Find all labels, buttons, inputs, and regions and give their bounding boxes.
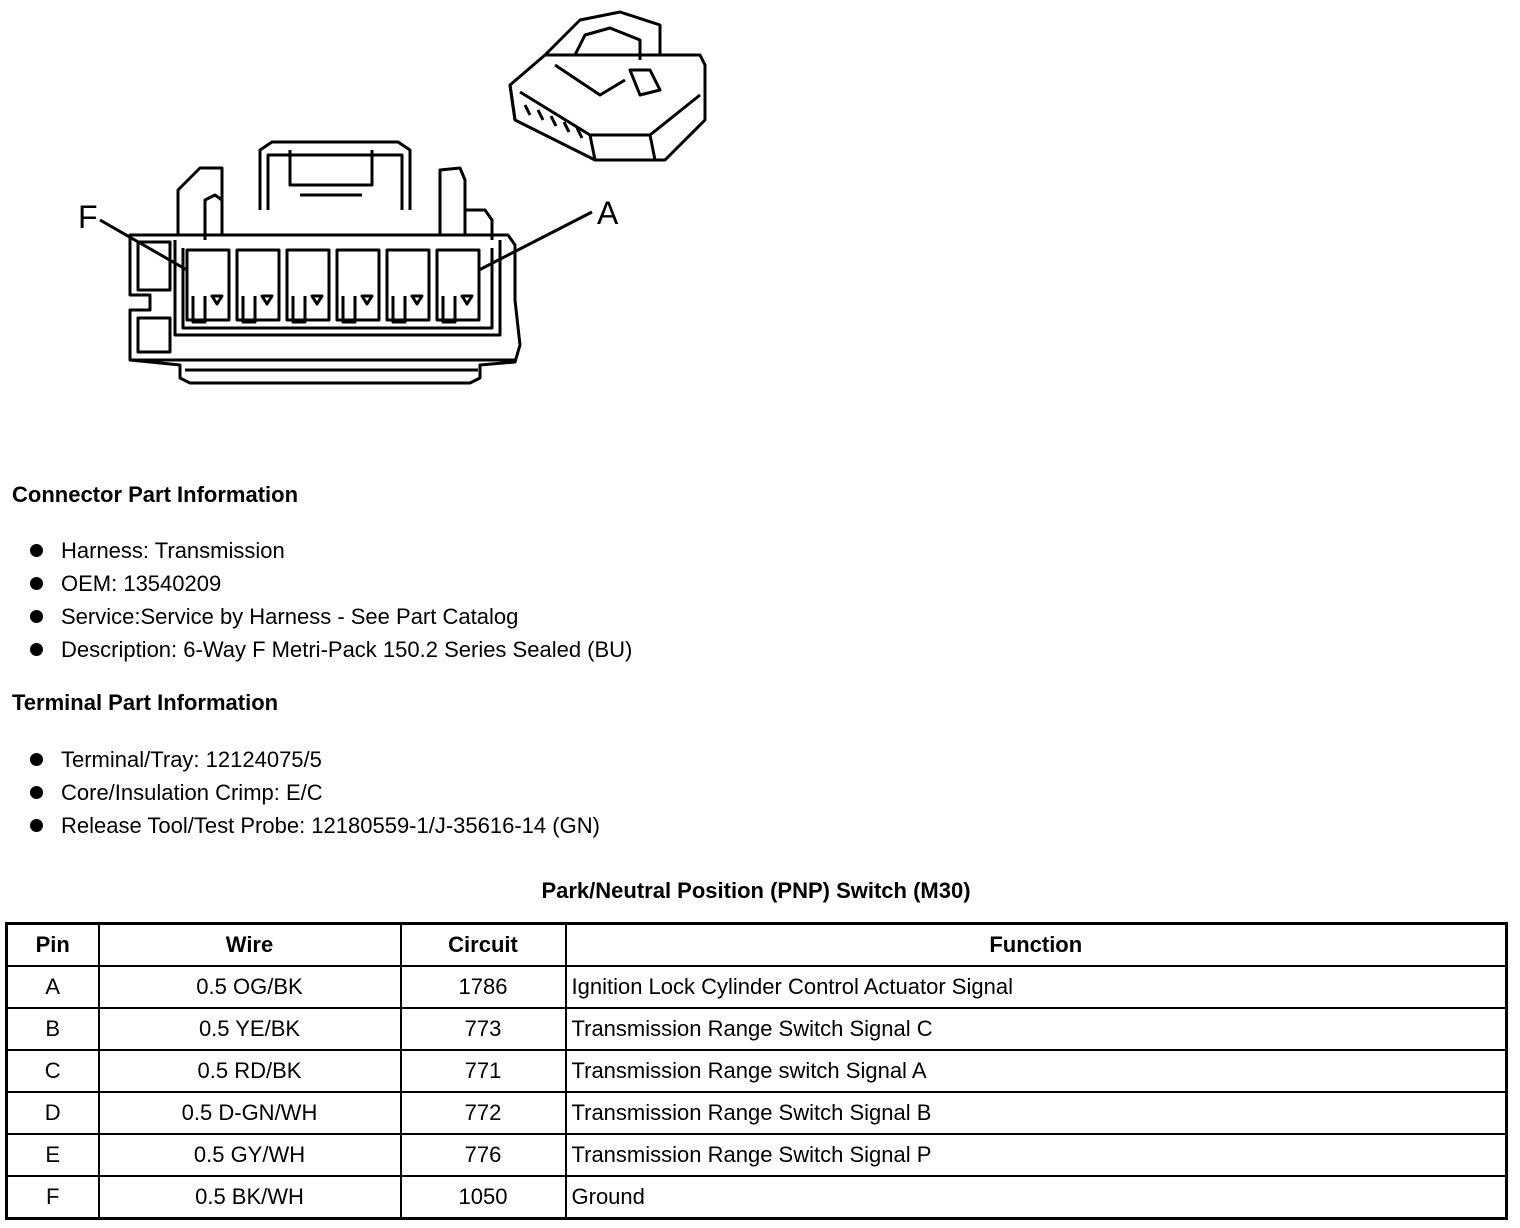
header-function: Function: [566, 924, 1507, 967]
cell-function: Ignition Lock Cylinder Control Actuator Signal: [566, 966, 1507, 1008]
cell-function: Transmission Range Switch Signal B: [566, 1092, 1507, 1134]
table-row: [7, 1134, 1507, 1176]
cell-pin: F: [7, 1176, 99, 1219]
pin-label-f: F: [78, 199, 98, 235]
cell-function: Transmission Range switch Signal A: [566, 1050, 1507, 1092]
table-row: [7, 1050, 1507, 1092]
cell-circuit: 772: [401, 1092, 566, 1134]
cell-wire: 0.5 YE/BK: [99, 1008, 401, 1050]
cell-circuit: 776: [401, 1134, 566, 1176]
bullet-icon: [30, 753, 43, 766]
bullet-icon: [30, 610, 43, 623]
cell-function: Ground: [566, 1176, 1507, 1219]
cell-function: Transmission Range Switch Signal C: [566, 1008, 1507, 1050]
cell-wire: 0.5 D-GN/WH: [99, 1092, 401, 1134]
terminal-cavities: [187, 250, 479, 322]
cell-circuit: 1050: [401, 1176, 566, 1219]
cell-wire: 0.5 RD/BK: [99, 1050, 401, 1092]
connector-isometric-view: [510, 12, 705, 160]
list-item: Description: 6-Way F Metri-Pack 150.2 Series Sealed (BU): [28, 633, 632, 666]
terminal-info-title: Terminal Part Information: [12, 690, 279, 715]
cell-circuit: 1786: [401, 966, 566, 1008]
connector-front-view: [130, 142, 520, 383]
table-row: [7, 1092, 1507, 1134]
list-item: Terminal/Tray: 12124075/5: [28, 743, 600, 776]
list-item: Harness: Transmission: [28, 534, 632, 567]
pinout-table: [5, 922, 1508, 1220]
table-row: [7, 1176, 1507, 1219]
table-row: [7, 966, 1507, 1008]
list-item: Release Tool/Test Probe: 12180559-1/J-35616-14 (GN): [28, 809, 600, 842]
cell-wire: 0.5 OG/BK: [99, 966, 401, 1008]
cell-pin: E: [7, 1134, 99, 1176]
bullet-icon: [30, 819, 43, 832]
list-item: OEM: 13540209: [28, 567, 632, 600]
connector-info-list: [28, 534, 632, 666]
header-pin: Pin: [7, 924, 99, 967]
table-header-row: [7, 924, 1507, 967]
header-circuit: Circuit: [401, 924, 566, 967]
list-item: Service:Service by Harness - See Part Catalog: [28, 600, 632, 633]
pin-label-a: A: [597, 195, 619, 231]
cell-wire: 0.5 BK/WH: [99, 1176, 401, 1219]
bullet-icon: [30, 643, 43, 656]
cell-circuit: 773: [401, 1008, 566, 1050]
cell-pin: B: [7, 1008, 99, 1050]
cell-pin: A: [7, 966, 99, 1008]
bullet-icon: [30, 544, 43, 557]
cell-pin: C: [7, 1050, 99, 1092]
cell-circuit: 771: [401, 1050, 566, 1092]
bullet-icon: [30, 786, 43, 799]
cell-function: Transmission Range Switch Signal P: [566, 1134, 1507, 1176]
connector-diagram: [0, 0, 760, 400]
bullet-icon: [30, 577, 43, 590]
connector-info-title: Connector Part Information: [12, 482, 299, 507]
table-title: Park/Neutral Position (PNP) Switch (M30): [541, 878, 971, 903]
list-item: Core/Insulation Crimp: E/C: [28, 776, 600, 809]
leader-line-a: [479, 212, 592, 270]
cell-wire: 0.5 GY/WH: [99, 1134, 401, 1176]
terminal-info-list: [28, 743, 600, 842]
header-wire: Wire: [99, 924, 401, 967]
table-row: [7, 1008, 1507, 1050]
cell-pin: D: [7, 1092, 99, 1134]
